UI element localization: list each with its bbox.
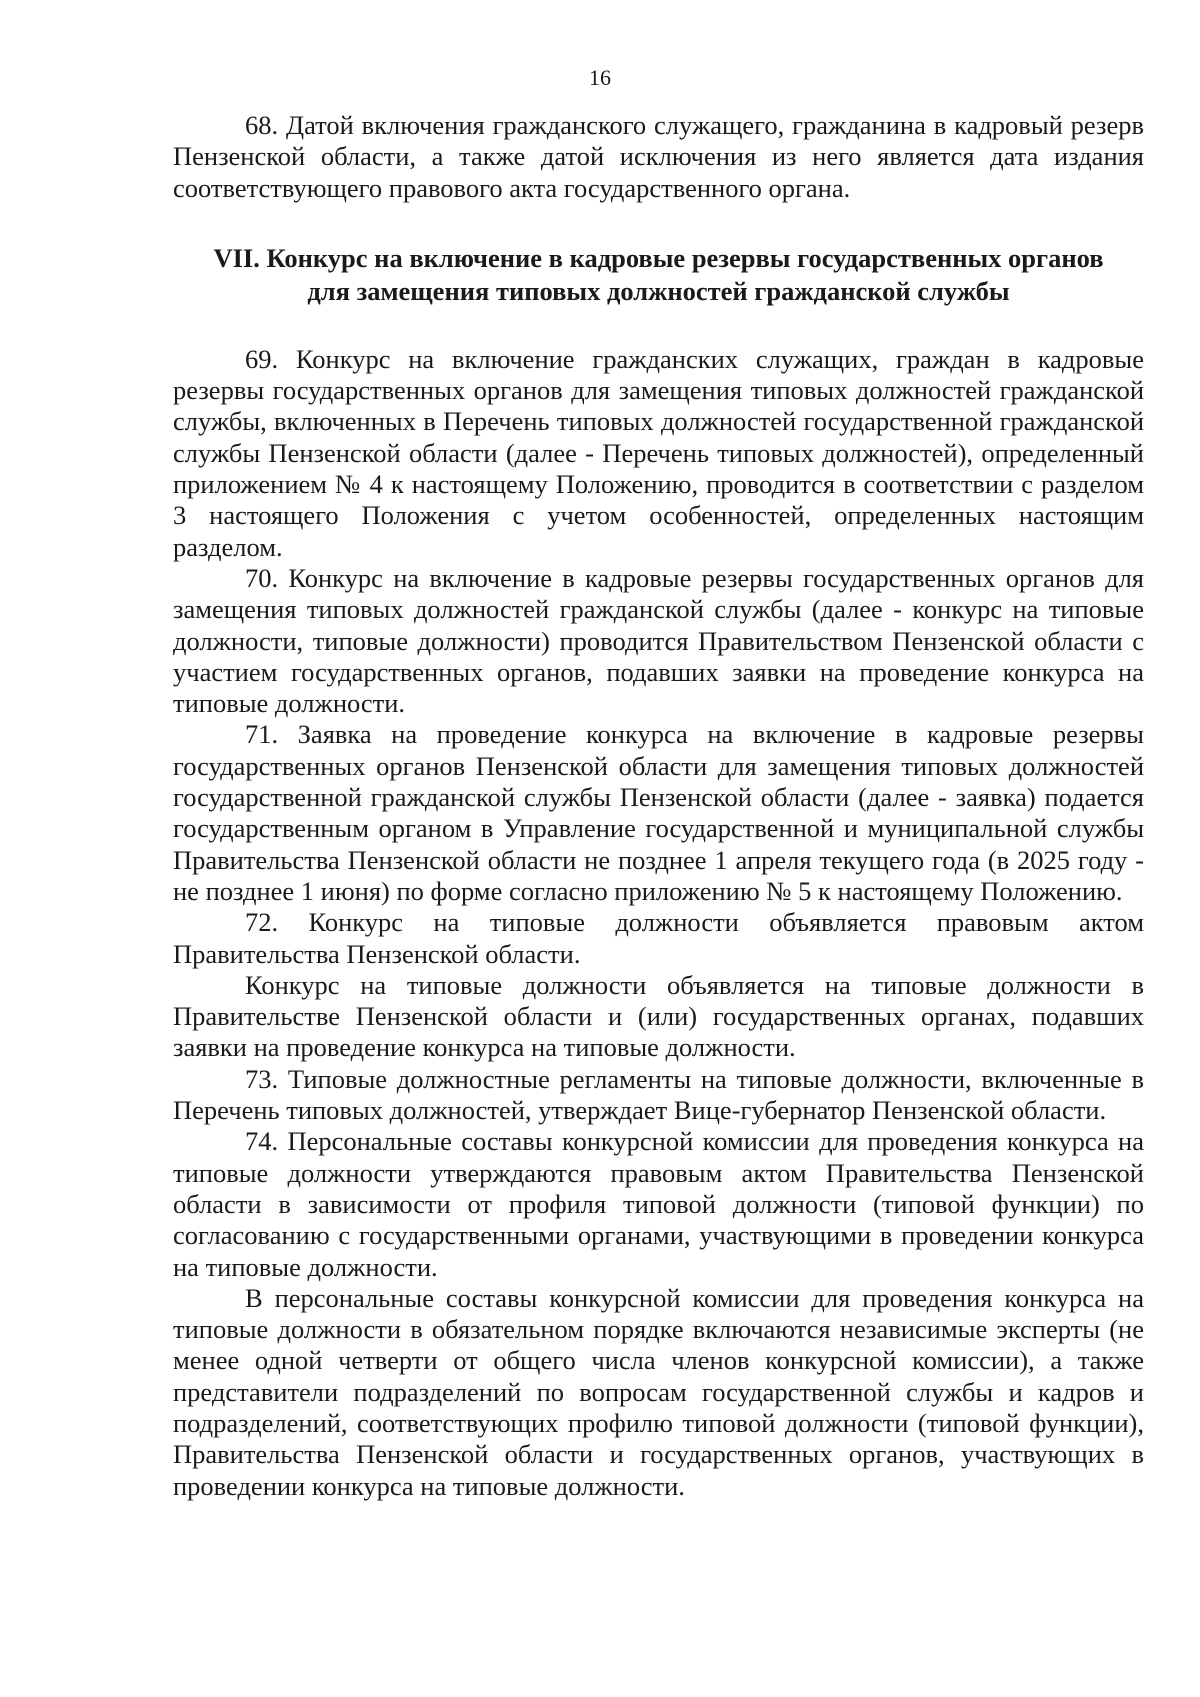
paragraph-68: 68. Датой включения гражданского служащего, гражданина в кадровый резерв Пензенской области, а также датой исключения из него является дата издания соответствующего правового акта государственного органа. [173,110,1144,203]
paragraph-70: 70. Конкурс на включение в кадровые резервы государственных органов для замещения типовых должностей гражданской службы (далее - конкурс на типовые должности, типовые должности) проводится Правительством Пензенской области с участием государственных органов, подавших заявки на проведение конкурса на типовые должности. [173,562,1144,719]
paragraph-69: 69. Конкурс на включение гражданских служащих, граждан в кадровые резервы государственных органов для замещения типовых должностей гражданской службы, включенных в Перечень типовых должностей государственной гражданской службы Пензенской области (далее - Перечень типовых должностей), определенный приложением № 4 к настоящему Положению, проводится в соответствии с разделом 3 настоящего Положения с учетом особенностей, определенных настоящим разделом. [173,343,1144,562]
paragraph-74: 74. Персональные составы конкурсной комиссии для проведения конкурса на типовые должности утверждаются правовым актом Правительства Пензенской области в зависимости от профиля типовой должности (типовой функции) по согласованию с государственными органами, участвующими в проведении конкурса на типовые должности. [173,1126,1144,1282]
paragraph-71: 71. Заявка на проведение конкурса на включение в кадровые резервы государственных органов Пензенской области для замещения типовых должностей государственной гражданской службы Пензенской области (далее - заявка) подается государственным органом в Управление государственной и муниципальной службы Правительства Пензенской области не позднее 1 апреля текущего года (в 2025 году - не позднее 1 июня) по форме согласно приложению № 5 к настоящему Положению. [173,719,1144,906]
paragraph-73: 73. Типовые должностные регламенты на типовые должности, включенные в Перечень типовых должностей, утверждает Вице-губернатор Пензенской области. [173,1063,1144,1126]
paragraph-72-continued: Конкурс на типовые должности объявляется на типовые должности в Правительстве Пензенской области и (или) государственных органах, подавших заявки на проведение конкурса на типовые должности. [173,969,1144,1063]
paragraph-72: 72. Конкурс на типовые должности объявляется правовым актом Правительства Пензенской области. [173,907,1144,969]
paragraph-74-continued: В персональные составы конкурсной комиссии для проведения конкурса на типовые должности в обязательном порядке включаются независимые эксперты (не менее одной четверти от общего числа членов конкурсной комиссии), а также представители подразделений по вопросам государственной службы и кадров и подразделений, соответствующих профилю типовой должности (типовой функции), Правительства Пензенской области и государственных органов, участвующих в проведении конкурса на типовые должности. [173,1282,1144,1501]
page-number: 16 [589,65,611,90]
section-heading-line1: VII. Конкурс на включение в кадровые резервы государственных органов [213,242,1104,273]
document-body [173,110,1144,1502]
section-heading-line2: для замещения типовых должностей гражданской службы [307,275,1010,306]
section-heading [173,242,1144,308]
